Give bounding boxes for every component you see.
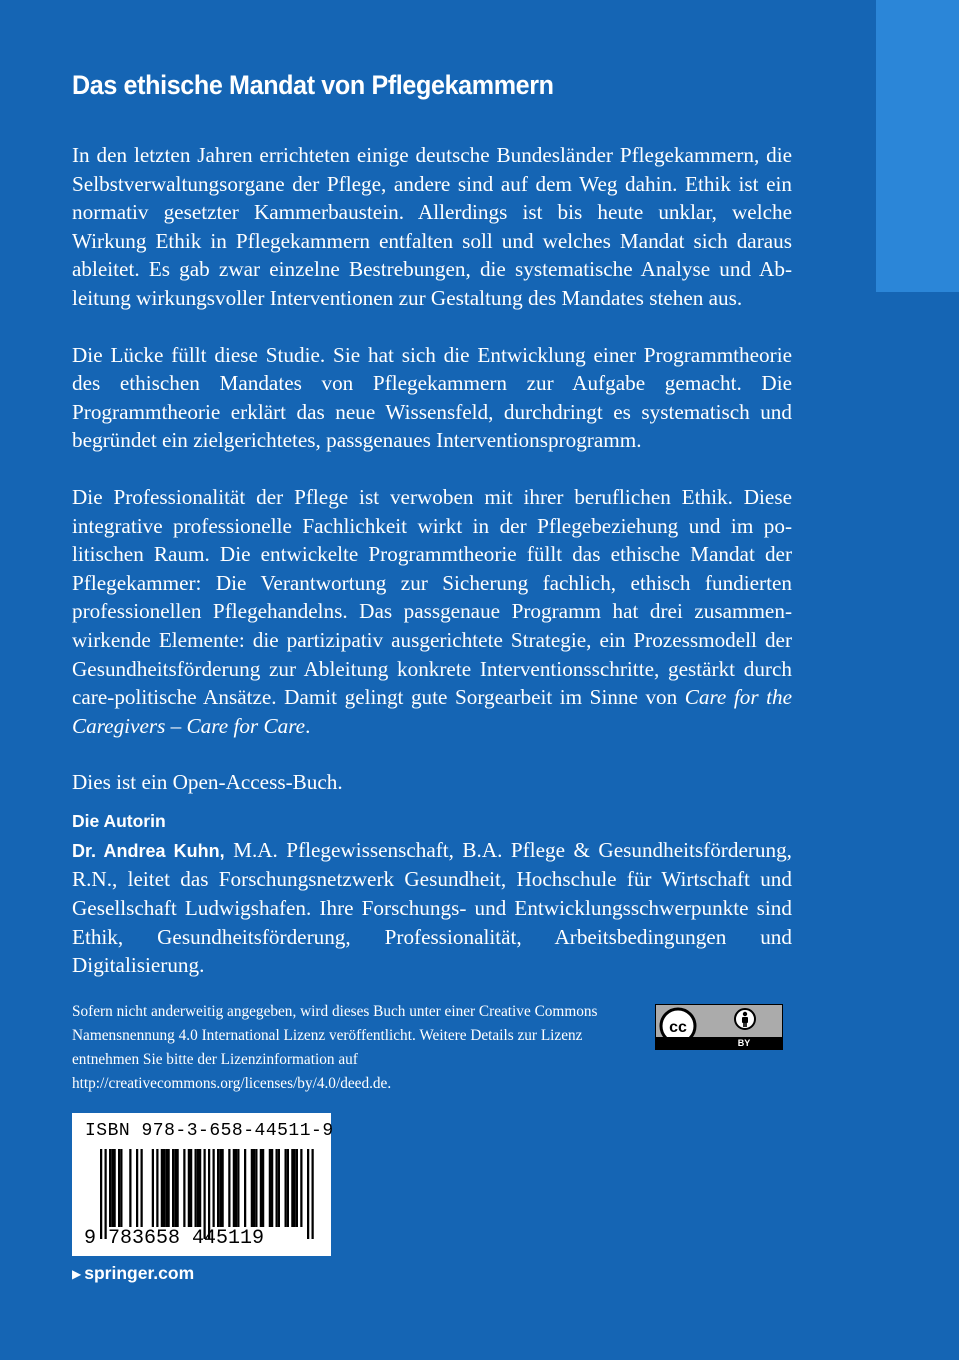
barcode-bar <box>141 1149 143 1227</box>
cc-by-badge[interactable] <box>655 1004 783 1050</box>
barcode-bar <box>168 1149 170 1227</box>
ean-digits: 9 783658 445119 <box>84 1227 265 1250</box>
attribution-person-icon <box>735 1009 755 1029</box>
barcode-bar <box>152 1149 154 1227</box>
barcode-bar <box>276 1149 278 1227</box>
barcode-bar <box>129 1149 131 1227</box>
barcode-bar <box>219 1149 221 1227</box>
barcode-bar <box>222 1149 224 1227</box>
author-name: Dr. Andrea Kuhn, <box>72 840 225 861</box>
barcode-bar <box>177 1149 179 1227</box>
barcode-bar <box>253 1149 255 1227</box>
isbn-text: ISBN 978-3-658-44511-9 <box>85 1121 334 1141</box>
paragraph-3-end: . <box>305 713 311 738</box>
barcode-bar <box>251 1149 253 1227</box>
barcode-bar <box>260 1149 262 1227</box>
barcode-bar <box>255 1149 257 1227</box>
barcode-bar <box>291 1149 293 1227</box>
barcode-bar <box>199 1149 201 1227</box>
barcode-bar <box>312 1149 314 1239</box>
barcode-bar <box>183 1149 185 1227</box>
barcode-bar <box>262 1149 264 1227</box>
barcode-bar <box>204 1149 206 1239</box>
isbn-barcode <box>72 1113 334 1256</box>
barcode-bar <box>188 1149 190 1227</box>
svg-text:cc: cc <box>669 1019 687 1036</box>
barcode-bar <box>190 1149 192 1227</box>
author-bio <box>72 836 792 980</box>
barcode-bar <box>195 1149 197 1227</box>
author-bio-text: M.A. Pflegewissenschaft, B.A. Pflege & Gesundheitsförderung, R.N., leitet das Forschungsnetzwerk Gesundheit, Hochschule für Wirtschaft und Gesellschaft Ludwigshafen. Ihre Forschungs- und Entwicklungsschwerpunkte sind Ethik, Gesundheitsförderung, Professionalität, Arbeitsbedingungen und Digitalisierung. <box>72 837 792 978</box>
barcode-bar <box>165 1149 167 1227</box>
barcode-bar <box>287 1149 289 1227</box>
barcode-bar <box>120 1149 122 1227</box>
back-cover-content <box>72 70 792 980</box>
barcode-bar <box>228 1149 230 1227</box>
barcode-bar <box>285 1149 287 1227</box>
paragraph-3-text: Die Professionalität der Pflege ist verwoben mit ihrer beruflichen Ethik. Diese integrative professionelle Fachlichkeit wirkt in der Pflegebeziehung und im politischen Raum. Die entwickelte Programmtheorie füllt das ethische Mandat der Pflegekammer: Die Verantwortung zur Sicherung fachlich, ethisch fundierten professionellen Pflegehandelns. Das passgenaue Programm hat drei zusammenwirkende Elemente: die partizipativ ausgerichtete Strategie, ein Prozessmodell der Gesundheitsförderung zur Ableitung konkrete Interventionsschritte, gestärkt durch care-politische Ansätze. Damit gelingt gute Sorgearbeit im Sinne von <box>72 484 792 710</box>
barcode-bar <box>114 1149 116 1227</box>
accent-bar <box>876 0 959 292</box>
barcode-bar <box>172 1149 174 1227</box>
barcode-bar <box>174 1149 176 1227</box>
barcode-bar <box>208 1149 210 1239</box>
barcode-bar <box>300 1149 302 1227</box>
barcode-bar <box>278 1149 280 1227</box>
barcode-bar <box>237 1149 239 1227</box>
barcode-bar <box>296 1149 298 1227</box>
paragraph-1: In den letzten Jahren errichteten einige deutsche Bundesländer Pflegekammern, die Selbstverwaltungsorgane der Pflege, andere sind auf dem Weg dahin. Ethik ist ein normativ gesetzter Kammerbaustein. Allerdings ist bis heute unklar, welche Wirkung Ethik in Pflegekammern entfalten soll und welches Mandat sich daraus ableitet. Es gab zwar einzelne Bestrebungen, die systematische Analyse und Ableitung wirkungsvoller Interventionen zur Gestaltung des Mandates stehen aus. <box>72 143 792 310</box>
barcode-bar <box>217 1149 219 1227</box>
paragraph-3-italic: Care for the Caregivers – Care for Care <box>72 685 792 738</box>
author-heading: Die Autorin <box>72 810 166 831</box>
barcode-bar <box>269 1149 271 1227</box>
publisher-link[interactable] <box>72 1263 194 1284</box>
barcode-bar <box>105 1149 107 1239</box>
barcode-bar <box>163 1149 165 1227</box>
barcode-bar <box>109 1149 111 1227</box>
barcode-bar <box>100 1149 102 1239</box>
cc-by-label: BY <box>737 1038 751 1048</box>
barcode-bar <box>233 1149 235 1227</box>
barcode-bar <box>118 1149 120 1227</box>
barcode-bar <box>156 1149 158 1227</box>
book-title: Das ethische Mandat von Pflegekammern <box>72 70 554 100</box>
barcode-bar <box>111 1149 113 1227</box>
barcode-bar <box>271 1149 273 1227</box>
barcode-bar <box>307 1149 309 1239</box>
barcode-bar <box>294 1149 296 1227</box>
license-text: Sofern nicht anderweitig angegeben, wird dieses Buch unter einer Creative Commons Namensnennung 4.0 International Lizenz veröffentlicht. Weitere Details zur Lizenz entnehmen Sie bitte der Lizenzinformation auf http://creativecommons.org/licenses/by/4.0/deed.de. <box>72 1003 598 1092</box>
paragraph-2: Die Lücke füllt diese Studie. Sie hat sich die Entwicklung einer Programmtheorie des ethischen Mandates von Pflegekammern zur Aufgabe gemacht. Die Programmtheorie erklärt das neue Wissensfeld, durchdringt es systematisch und begründet ein zielgerichtetes, passgenaues Interventionsprogramm. <box>72 342 792 453</box>
barcode-bar <box>161 1149 163 1227</box>
barcode-bar <box>213 1149 215 1227</box>
barcode-bar <box>244 1149 246 1227</box>
barcode-bar <box>136 1149 138 1227</box>
triangle-right-icon: ▶ <box>72 1267 82 1281</box>
barcode-bar <box>235 1149 237 1227</box>
open-access-note: Dies ist ein Open-Access-Buch. <box>72 770 343 795</box>
paragraph-3 <box>72 483 792 740</box>
publisher-link-text: springer.com <box>84 1263 195 1283</box>
barcode-bar <box>197 1149 199 1227</box>
